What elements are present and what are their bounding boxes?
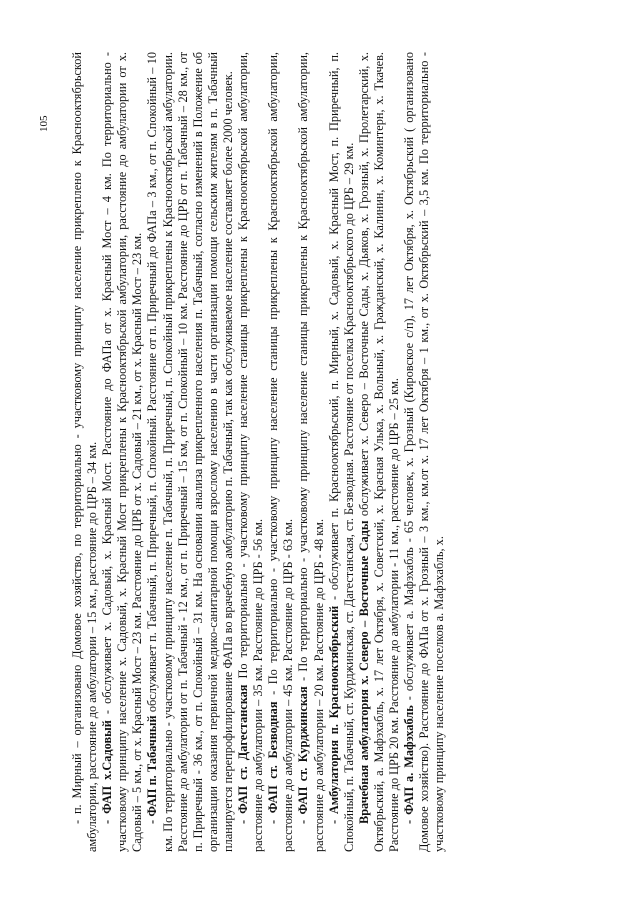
document-body xyxy=(70,52,640,852)
paragraph-text: обслуживает п. Табачный, п. Приречный, п. Спокойный. Расстояние от п. Приречный до ФАПа – 3 км., от п. Спокойный – 10 км. По территориально - участковому принципу население п. Табачный, п. Приречный, п. Спокойный прикреплены к Краснооктябрьской амбулатории. Расстояние до амбулатории от п. Табачный - 12 км., от п. Приречный – 15 км, от п. Спокойный – 10 км. Расстояние до ЦРБ от п. Табачный – 28 км., от п. Приречный - 36 км., от п. Спокойный – 31 км. На основании анализа прикрепленного населения п. Табачный, согласно изменений в Положение об организации оказания первичной медико-санитарной помощи взрослому населению в части организации помощи сельским жителям в п. Табачный планируется перепрофилирование ФАПа во врачебную амбулаторию п. Табачный, так как обслуживаемое население составляет более 2000 человек. xyxy=(145,52,235,852)
page-number-text: 105 xyxy=(38,115,50,132)
paragraph-text: обслуживает х. Северо – Восточные Сады, х. Дьяков, х. Грозный, х. Пролетарский, х. Октябрьский, а. Мафэхабль, х. 17 лет Октября, х. Советский, х. Красная Улька, х. Вольный, х. Гражданский, х. Калинин, х. Коминтерн, х. Ткачев. Расстояние до ЦРБ 20 км. Расстояние до амбулатории - 11 км., расстояние до ЦРБ – 25 км. xyxy=(356,51,401,852)
paragraph-fap-bezvodnaya xyxy=(266,52,296,852)
paragraph-text: - По территориально - участковому принципу население станицы прикреплены к Краснооктябрьской амбулатории, расстояние до амбулатории – 45 км. Расстояние до ЦРБ - 63 км. xyxy=(266,52,296,852)
paragraph-heading: - ФАП а. Мафэхабль xyxy=(402,705,417,824)
paragraph-fap-tabachny xyxy=(145,52,236,852)
paragraph-heading: - ФАП ст. Дагестанская xyxy=(236,684,251,824)
paragraph-ambulatoria-severo-vostochnye xyxy=(357,52,402,852)
paragraph-fap-sadovy xyxy=(100,52,145,852)
paragraph-heading: - ФАП ст. Безводная xyxy=(266,701,281,824)
paragraph-ambulatoria-krasnooktyabrsky xyxy=(327,52,357,852)
paragraph-text: - обслуживает п. Краснооктябрьский, п. Мирный, х. Садовый, х. Красный Мост, п. Приречный, п. Спокойный, п. Табачный, ст. Курджинская, ст. Дагестанская, ст. Безводная. Расстояние от поселка Краснооктябрьского до ЦРБ – 29 км. xyxy=(326,52,356,852)
paragraph-text: - обслуживает х. Садовый, х. Красный Мост. Расстояние до ФАПа от х. Красный Мост – 4 км. По территориально - участковому принципу население х. Садовый, х. Красный Мост прикреплены к Краснооктябрьской амбулатории, расстояние до амбулатории от х. Садовый – 5 км., от х. Красный Мост – 23 км. Расстояние до ЦРБ от х. Садовый – 21 км., от х. Красный Мост – 23 км. xyxy=(100,52,145,852)
paragraph-heading: - Амбулатория п. Краснооктябрьский xyxy=(326,605,341,824)
paragraph-text: - По территориально - участковому принципу население станицы прикреплены к Краснооктябрьской амбулатории, расстояние до амбулатории – 20 км. Расстояние до ЦРБ - 48 км. xyxy=(296,51,326,852)
paragraph-fap-kurdzhinskaya xyxy=(296,52,326,852)
paragraph-heading: Врачебная амбулатория х. Северо – Восточные Сады xyxy=(356,520,371,824)
paragraph-fap-dagestanskaya xyxy=(236,52,266,852)
paragraph-mirny xyxy=(70,52,100,852)
paragraph-text: По территориально - участковому принципу население станицы прикреплены к Краснооктябрьской амбулатории, расстояние до амбулатории – 35 км. Расстояние до ЦРБ - 56 км. xyxy=(236,52,266,852)
paragraph-heading: - ФАП п. Табачный xyxy=(145,715,160,824)
paragraph-heading: - ФАП х.Садовый xyxy=(100,720,115,824)
paragraph-text: - обслуживает а. Мафэхабль - 65 человек, х. Грозный (Кировское с/п), 17 лет Октября, х. Октябрьский ( организовано Домовое хозяйство). Расстояние до ФАПа от х. Грозный – 3 км., км.от х. 17 лет Октября – 1 км., от х. Октябрьский – 3,5 км. По территориально - участковому принципу население поселков а. Мафэхабль, х. xyxy=(402,52,447,852)
paragraph-heading: - ФАП ст. Курджинская xyxy=(296,686,311,824)
paragraph-fap-mafekhabl xyxy=(402,52,447,852)
paragraph-text: - п. Мирный – организовано Домовое хозяйство, по территориально - участковому принципу население прикреплено к Краснооктябрьской амбулатории, расстояние до амбулатории – 15 км., расстояние до ЦРБ – 34 км. xyxy=(70,52,100,852)
